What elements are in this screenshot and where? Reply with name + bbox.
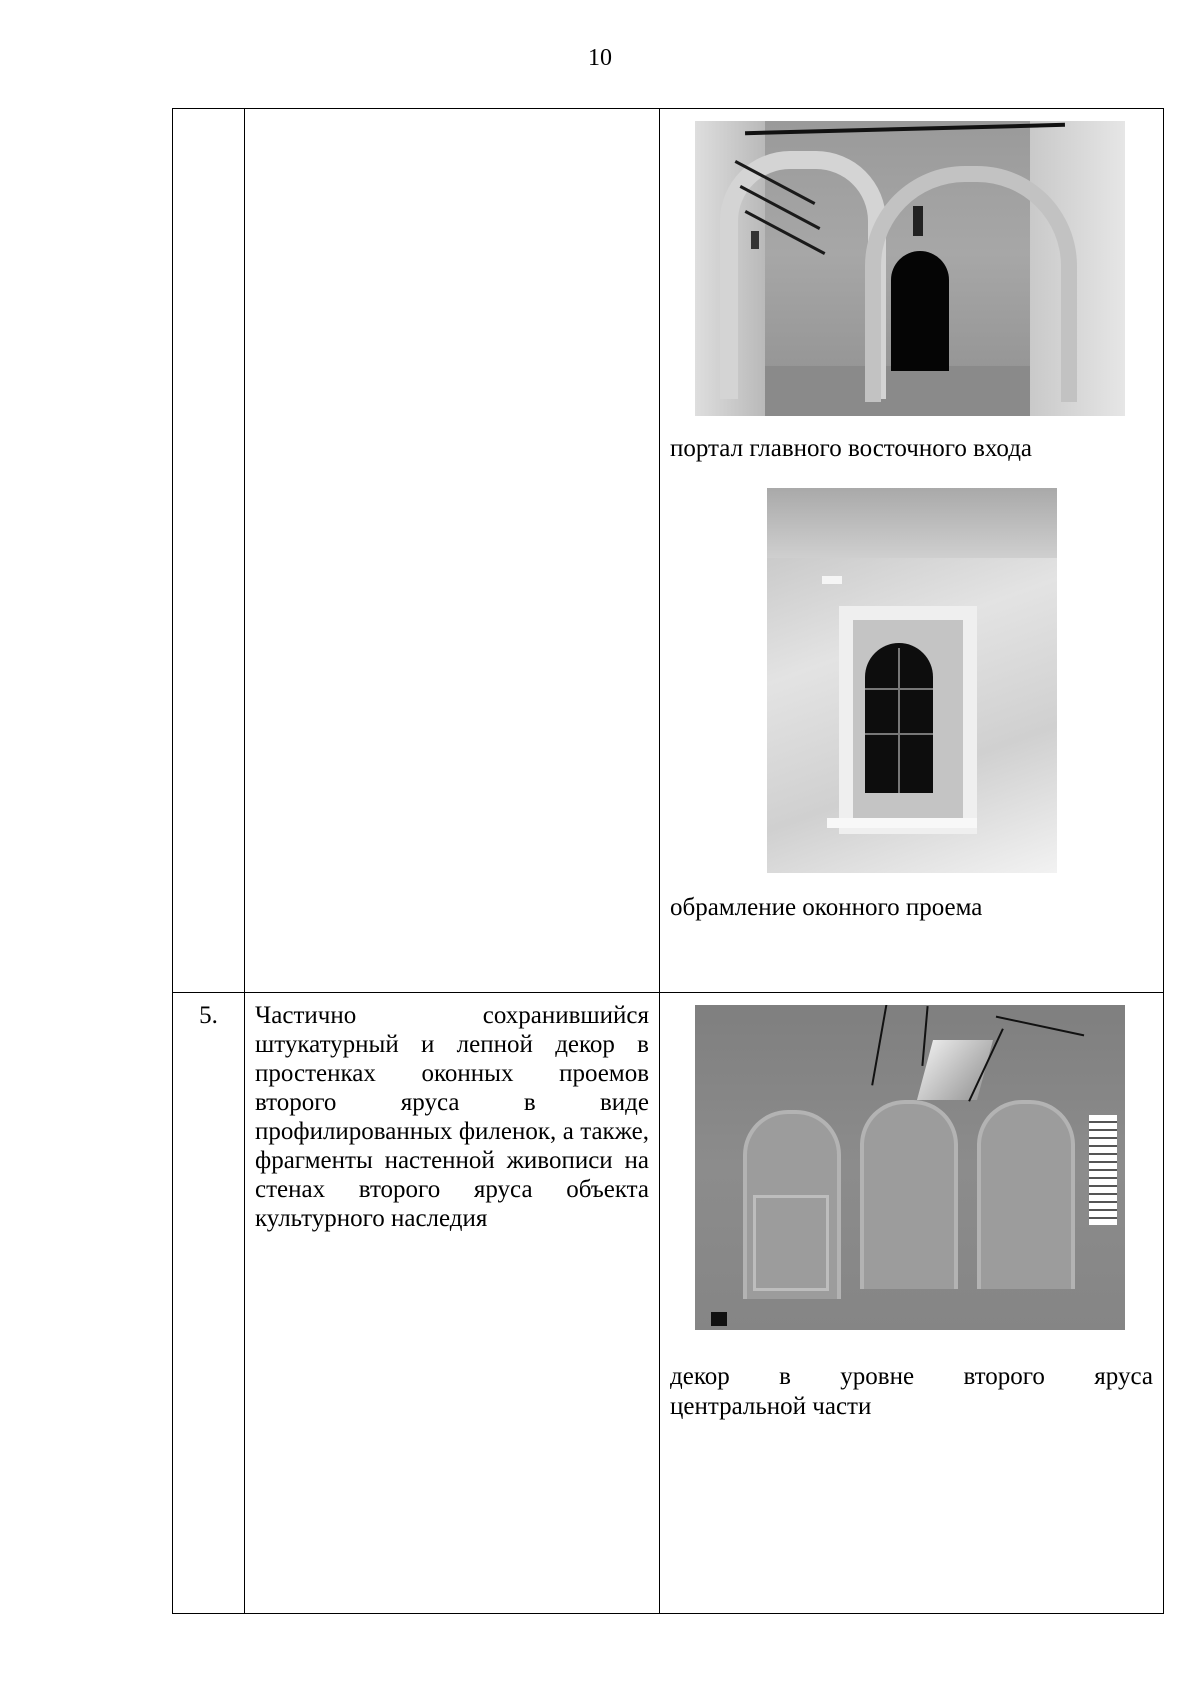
- row-number-cell: [173, 109, 245, 993]
- row-number-cell: 5.: [173, 993, 245, 1614]
- row-photo-cell: [660, 109, 1164, 993]
- decor-caption: [670, 1362, 1153, 1422]
- decor-caption-line2: центральной части: [670, 1393, 872, 1420]
- window-photo: [767, 488, 1057, 873]
- window-caption: обрамление оконного проема: [670, 894, 983, 921]
- decor-caption-word: второго: [963, 1363, 1045, 1390]
- decor-caption-word: декор: [670, 1363, 730, 1390]
- heritage-table: [172, 108, 1164, 1614]
- portal-photo: [695, 121, 1125, 416]
- page-number: 10: [588, 45, 612, 71]
- decor-photo: [695, 1005, 1125, 1330]
- table-row: [173, 993, 1164, 1614]
- table-row: [173, 109, 1164, 993]
- row-photo-cell: [660, 993, 1164, 1614]
- decor-caption-word: в: [779, 1363, 791, 1390]
- row-description-cell: [245, 109, 660, 993]
- decor-caption-word: яруса: [1094, 1363, 1153, 1390]
- row-description-cell: Частично сохранившийся штукатурный и лепной декор в простенках оконных проемов второго яруса в виде профилированных филенок, а также, фрагменты настенной живописи на стенах второго яруса объекта культурного наследия: [245, 993, 660, 1614]
- portal-caption: портал главного восточного входа: [670, 435, 1033, 462]
- decor-caption-word: уровне: [840, 1363, 915, 1390]
